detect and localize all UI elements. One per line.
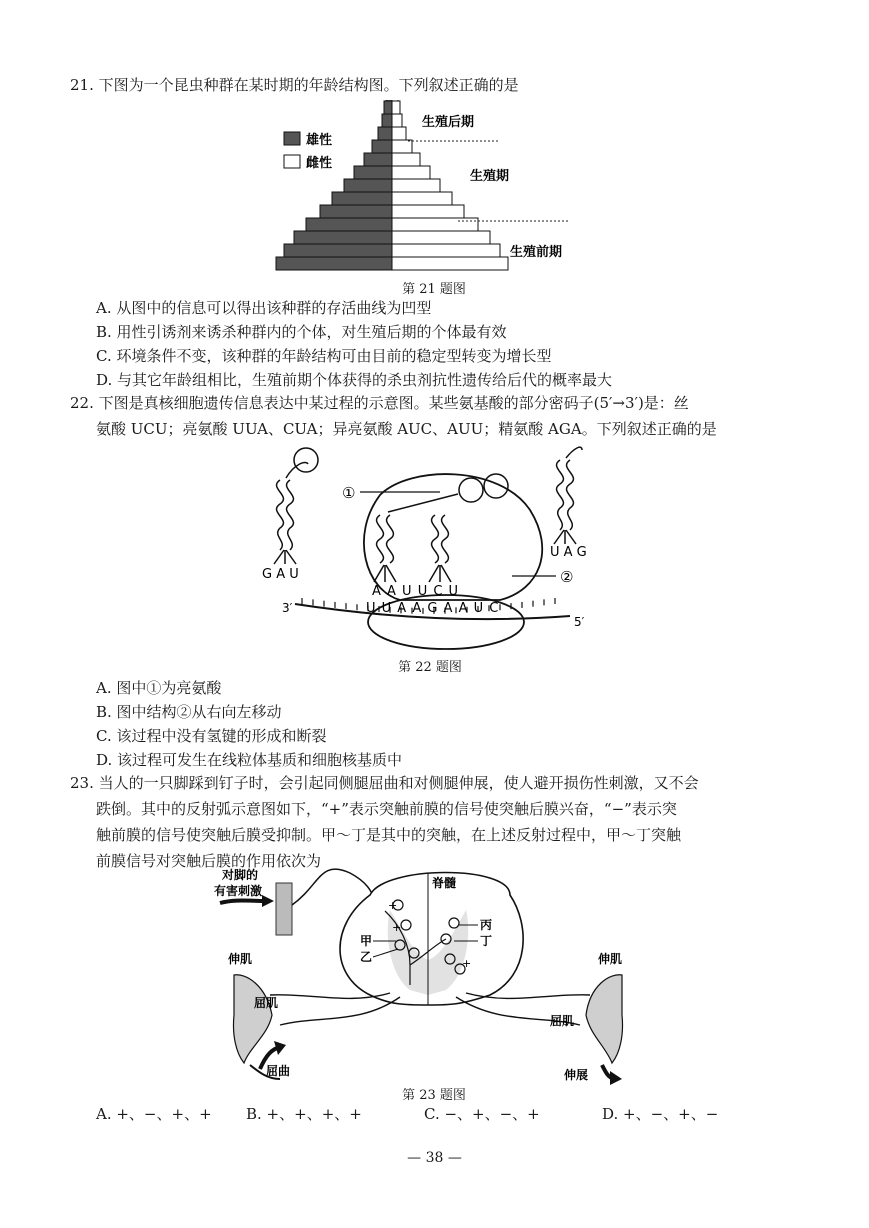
q22-option-b[interactable]: B. 图中结构②从右向左移动 bbox=[96, 703, 282, 721]
q23-stem-line4: 前膜信号对突触后膜的作用依次为 bbox=[96, 852, 322, 870]
q21-option-b[interactable]: B. 用性引诱剂来诱杀种群内的个体，对生殖后期的个体最有效 bbox=[96, 323, 507, 341]
female-bar bbox=[392, 127, 406, 140]
synapse-jia: 甲 bbox=[360, 934, 373, 948]
stimulus-line1: 对脚的 bbox=[222, 868, 259, 882]
page-number: — 38 — bbox=[407, 1150, 462, 1166]
female-bar bbox=[392, 179, 440, 192]
q23-option-b[interactable]: B. +、+、+、+ bbox=[246, 1105, 362, 1123]
female-bar bbox=[392, 205, 464, 218]
female-bar bbox=[392, 231, 490, 244]
female-bar bbox=[392, 114, 402, 127]
q22-stem-line2: 氨酸 UCU；亮氨酸 UUA、CUA；异亮氨酸 AUC、AUU；精氨酸 AGA。下列叙述正确的是 bbox=[96, 420, 717, 438]
legend-female-swatch bbox=[284, 155, 300, 168]
female-bar bbox=[392, 218, 478, 231]
spinal-cord-label: 脊髓 bbox=[432, 876, 457, 890]
legend-male-label: 雄性 bbox=[306, 133, 333, 148]
q23-stem-line3: 触前膜的信号使突触后膜受抑制。甲～丁是其中的突触，在上述反射过程中，甲～丁突触 bbox=[96, 826, 682, 844]
trna-left bbox=[274, 448, 318, 564]
label-2: ② bbox=[560, 568, 574, 586]
extension-label: 伸展 bbox=[564, 1068, 589, 1082]
male-bar bbox=[382, 114, 392, 127]
extensor-left-label: 伸肌 bbox=[228, 952, 253, 966]
anticodon-left: G A U bbox=[262, 567, 299, 582]
female-bar bbox=[392, 153, 420, 166]
female-bar bbox=[392, 244, 500, 257]
male-bar bbox=[320, 205, 392, 218]
q22-translation-diagram bbox=[240, 440, 620, 660]
male-bar bbox=[378, 127, 392, 140]
female-bar bbox=[392, 101, 400, 114]
q21-stem: 21. 下图为一个昆虫种群在某时期的年龄结构图。下列叙述正确的是 bbox=[70, 76, 519, 94]
mrna-5-end: 5′ bbox=[574, 615, 585, 629]
legend-female-label: 雌性 bbox=[306, 156, 333, 171]
label-1: ① bbox=[342, 484, 356, 502]
synapse-ding: 丁 bbox=[480, 934, 493, 948]
q23-option-c[interactable]: C. −、+、−、+ bbox=[424, 1105, 540, 1123]
plus-sign-3: + bbox=[462, 957, 472, 970]
q22-option-d[interactable]: D. 该过程可发生在线粒体基质和细胞核基质中 bbox=[96, 751, 403, 769]
legend-male-swatch bbox=[284, 132, 300, 145]
male-bar bbox=[332, 192, 392, 205]
anticodon-right: U A G bbox=[550, 545, 587, 560]
q22-option-c[interactable]: C. 该过程中没有氢键的形成和断裂 bbox=[96, 727, 327, 745]
male-bar bbox=[284, 244, 392, 257]
flexor-left-label: 屈肌 bbox=[254, 996, 279, 1010]
male-bar bbox=[364, 153, 392, 166]
q23-caption: 第 23 题图 bbox=[402, 1088, 466, 1103]
q21-caption: 第 21 题图 bbox=[402, 282, 466, 297]
q23-reflex-arc-diagram bbox=[210, 865, 650, 1090]
q21-age-pyramid bbox=[270, 100, 590, 280]
flexion-label: 屈曲 bbox=[266, 1064, 291, 1078]
extensor-right-label: 伸肌 bbox=[598, 952, 623, 966]
male-bar bbox=[344, 179, 392, 192]
male-bar bbox=[372, 140, 392, 153]
female-bar bbox=[392, 166, 430, 179]
plus-sign-2: + bbox=[392, 921, 402, 934]
synapse-bing: 丙 bbox=[480, 918, 493, 932]
label-post-repro: 生殖后期 bbox=[422, 115, 475, 130]
right-leg bbox=[586, 975, 623, 1063]
male-bar bbox=[306, 218, 392, 231]
stimulus-line2: 有害刺激 bbox=[214, 884, 263, 898]
extension-arrowhead bbox=[610, 1071, 622, 1085]
female-bar bbox=[392, 192, 452, 205]
flexor-right-label: 屈肌 bbox=[550, 1014, 575, 1028]
mrna-3-end: 3′ bbox=[282, 601, 293, 615]
male-bar bbox=[384, 101, 392, 114]
q22-stem bbox=[70, 390, 810, 442]
q21-option-d[interactable]: D. 与其它年龄组相比，生殖前期个体获得的杀虫剂抗性遗传给后代的概率最大 bbox=[96, 371, 613, 389]
male-bar bbox=[354, 166, 392, 179]
q22-stem-line1: 22. 下图是真核细胞遗传信息表达中某过程的示意图。某些氨基酸的部分密码子(5′→3′)是：丝 bbox=[70, 394, 689, 412]
anticodons-middle: A A U U C U bbox=[372, 584, 460, 599]
stimulus-arrow bbox=[220, 901, 266, 904]
q23-option-d[interactable]: D. +、−、+、− bbox=[602, 1105, 719, 1123]
ribosome-large-subunit bbox=[364, 474, 542, 600]
q22-option-a[interactable]: A. 图中①为亮氨酸 bbox=[96, 679, 222, 697]
female-bar bbox=[392, 257, 508, 270]
male-bar bbox=[386, 100, 392, 101]
trna-middle-1 bbox=[374, 515, 396, 582]
q23-option-a[interactable]: A. +、−、+、+ bbox=[96, 1105, 212, 1123]
q23-stem bbox=[70, 770, 810, 874]
motor-nerve-left-b bbox=[280, 997, 400, 1025]
label-repro: 生殖期 bbox=[470, 169, 510, 184]
male-bar bbox=[276, 257, 392, 270]
q21-option-c[interactable]: C. 环境条件不变，该种群的年龄结构可由目前的稳定型转变为增长型 bbox=[96, 347, 552, 365]
trna-middle-2 bbox=[429, 515, 451, 582]
female-bar bbox=[392, 100, 398, 101]
male-bar bbox=[294, 231, 392, 244]
q21-option-a[interactable]: A. 从图中的信息可以得出该种群的存活曲线为凹型 bbox=[96, 299, 432, 317]
plus-sign-1: + bbox=[388, 899, 398, 912]
q22-caption: 第 22 题图 bbox=[398, 660, 462, 675]
stimulus-arrowhead bbox=[262, 895, 274, 907]
trna-right bbox=[554, 447, 582, 544]
q23-stem-line2: 跌倒。其中的反射弧示意图如下，“+”表示突触前膜的信号使突触后膜兴奋，“−”表示突 bbox=[96, 800, 677, 818]
female-bar bbox=[392, 140, 412, 153]
q23-stem-line1: 23. 当人的一只脚踩到钉子时，会引起同侧腿屈曲和对侧腿伸展，使人避开损伤性刺激，又不会 bbox=[70, 774, 699, 792]
label-pre-repro: 生殖前期 bbox=[510, 245, 563, 260]
synapse-yi: 乙 bbox=[360, 950, 373, 964]
mrna-sequence: U U A A G A A U C bbox=[366, 601, 500, 616]
skin-tissue bbox=[276, 883, 292, 935]
